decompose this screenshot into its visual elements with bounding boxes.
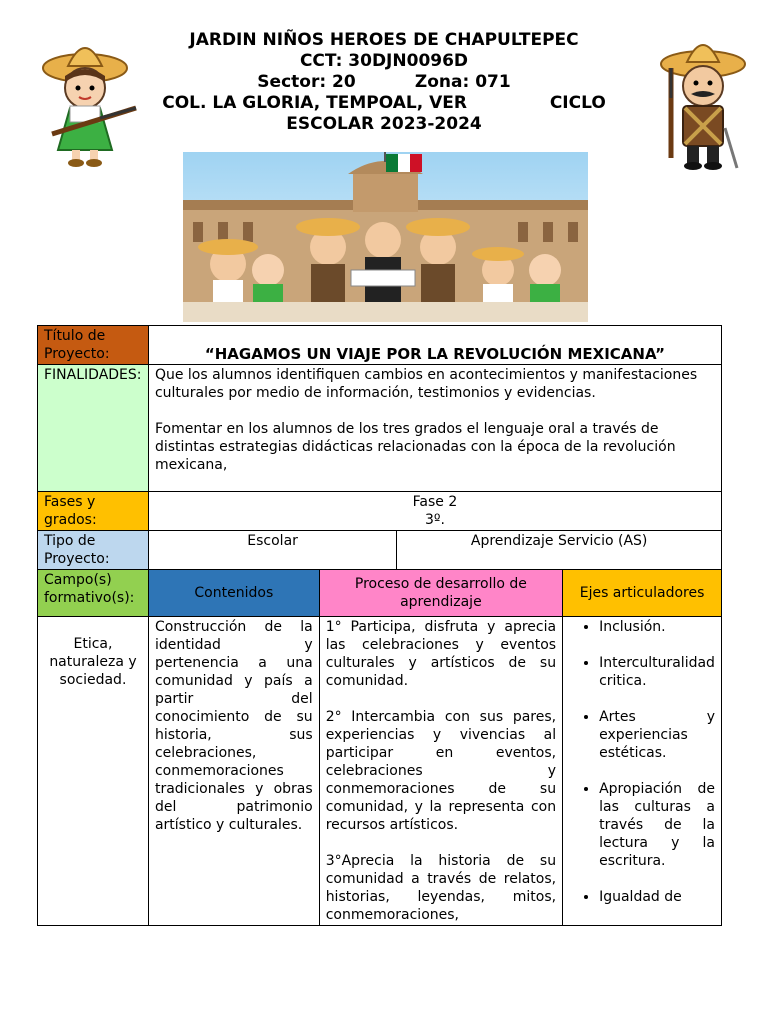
titulo-label: Título de Proyecto: xyxy=(38,326,149,365)
project-table xyxy=(37,325,722,926)
grado-value: 3º. xyxy=(424,512,445,528)
school-header xyxy=(150,30,618,135)
proceso-header: Proceso de desarrollo de aprendizaje xyxy=(319,570,562,617)
eje-item: • Inclusión. xyxy=(599,618,715,636)
eje-item: • Apropiación de las culturas a través de la lectura y la escritura. xyxy=(599,780,715,870)
finalidad-1: Que los alumnos identifiquen cambios en acontecimientos y manifestaciones culturales por medio de información, testimonios y evidencias. xyxy=(154,367,698,401)
school-address: COL. LA GLORIA, TEMPOAL, VER CICLO xyxy=(162,93,606,113)
finalidades-label: FINALIDADES: xyxy=(38,365,149,492)
campo-value: Etica, naturaleza y sociedad. xyxy=(38,617,149,926)
tipo-aprendizaje-servicio: Aprendizaje Servicio (AS) xyxy=(397,531,722,570)
ejes-cell xyxy=(563,617,722,926)
school-cycle: ESCOLAR 2023-2024 xyxy=(286,114,482,134)
mexican-revolution-banner xyxy=(183,152,588,322)
finalidades-cell xyxy=(148,365,721,492)
proceso-item-2: 2° Intercambia con sus pares, experiencias y vivencias al participar en eventos, celebraciones y conmemoraciones de su comunidad, y la representa con recursos artísticos. xyxy=(325,709,557,833)
ejes-header: Ejes articuladores xyxy=(563,570,722,617)
eje-item: • Interculturalidad critica. xyxy=(599,654,715,690)
eje-item: • Artes y experiencias estéticas. xyxy=(599,708,715,762)
revolution-girl-icon xyxy=(40,30,140,168)
project-title: “HAGAMOS UN VIAJE POR LA REVOLUCIÓN MEXICANA” xyxy=(148,326,721,365)
proceso-cell xyxy=(319,617,562,926)
fases-label: Fases y grados: xyxy=(38,492,149,531)
contenido-cell: Construcción de la identidad y pertenencia a una comunidad y país a partir del conocimiento de su historia, sus celebraciones, conmemoraciones tradicionales y obras del patrimonio artístico y culturales. xyxy=(148,617,319,926)
fase-value: Fase 2 xyxy=(412,494,458,510)
contenidos-header: Contenidos xyxy=(148,570,319,617)
proceso-item-3: 3°Aprecia la historia de su comunidad a través de relatos, historias, leyendas, mitos, conmemoraciones, xyxy=(325,853,557,923)
tipo-label: Tipo de Proyecto: xyxy=(38,531,149,570)
school-name: JARDIN NIÑOS HEROES DE CHAPULTEPEC xyxy=(189,30,579,50)
tipo-escolar: Escolar xyxy=(148,531,396,570)
finalidad-2: Fomentar en los alumnos de los tres grados el lenguaje oral a través de distintas estrategias didácticas relacionadas con la época de la revolución mexicana, xyxy=(154,421,676,473)
fases-cell xyxy=(148,492,721,531)
school-sector-zona: Sector: 20 Zona: 071 xyxy=(257,72,511,92)
revolutionary-man-icon xyxy=(655,28,747,173)
eje-item: • Igualdad de xyxy=(599,888,715,906)
proceso-item-1: 1° Participa, disfruta y aprecia las celebraciones y eventos culturales y artísticos de su comunidad. xyxy=(325,619,557,689)
school-cct: CCT: 30DJN0096D xyxy=(299,51,469,71)
campo-label: Campo(s) formativo(s): xyxy=(38,570,149,617)
